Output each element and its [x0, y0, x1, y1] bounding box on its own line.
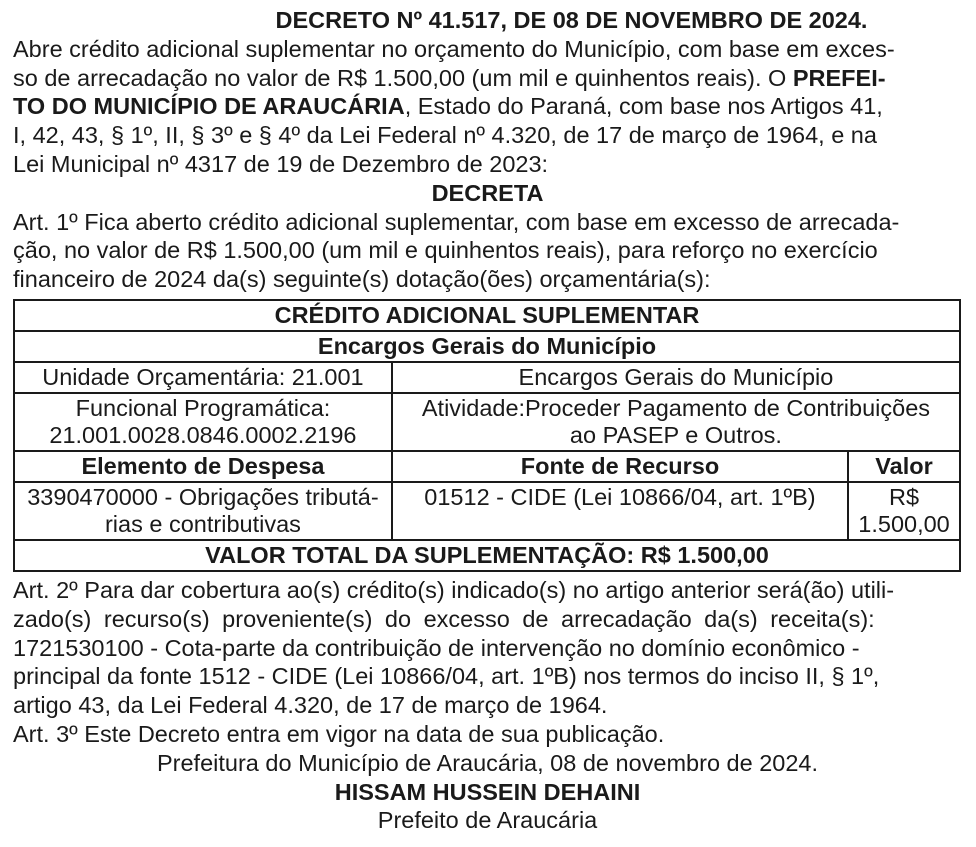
table-row	[14, 362, 960, 393]
decreta-heading: DECRETA	[431, 179, 544, 206]
valor-amount: 1.500,00	[858, 510, 950, 537]
article-line: Art. 2º Para dar cobertura ao(s) crédito(s) indicado(s) no artigo anterior será(ão) utili-	[13, 576, 895, 603]
article-line: Art. 1º Fica aberto crédito adicional suplementar, com base em excesso de arrecada-	[13, 208, 900, 235]
decree-title: DECRETO Nº 41.517, DE 08 DE NOVEMBRO DE 2024.	[275, 7, 868, 33]
funcional-cell	[14, 393, 392, 451]
place-date: Prefeitura do Município de Araucária, 08 de novembro de 2024.	[156, 749, 819, 776]
preamble-line: Abre crédito adicional suplementar no orçamento do Município, com base em exces-	[13, 35, 895, 62]
table-row	[14, 300, 960, 331]
credit-table	[13, 299, 961, 572]
table-title: CRÉDITO ADICIONAL SUPLEMENTAR	[14, 300, 960, 331]
article-line: artigo 43, da Lei Federal 4.320, de 17 de março de 1964.	[13, 692, 608, 719]
preamble-line: I, 42, 43, § 1º, II, § 3º e § 4º da Lei Federal nº 4.320, de 17 de março de 1964, e na	[13, 122, 877, 149]
article-line: financeiro de 2024 da(s) seguinte(s) dotação(ões) orçamentária(s):	[13, 266, 711, 293]
article-line: ção, no valor de R$ 1.500,00 (um mil e quinhentos reais), para reforço no exercício	[13, 237, 878, 264]
table-row	[14, 540, 960, 571]
funcional-label: Funcional Programática:	[75, 394, 331, 421]
fonte-cell: 01512 - CIDE (Lei 10866/04, art. 1ºB)	[392, 482, 848, 540]
elemento-text: rias e contributivas	[104, 510, 301, 537]
table-row	[14, 393, 960, 451]
preamble-authority: TO DO MUNICÍPIO DE ARAUCÁRIA	[13, 93, 405, 120]
col-header-elemento: Elemento de Despesa	[14, 451, 392, 482]
preamble-line	[13, 92, 962, 121]
preamble-text: so de arrecadação no valor de R$ 1.500,00 (um mil e quinhentos reais). O	[13, 64, 793, 91]
preamble-line	[13, 64, 962, 93]
signer-title: Prefeito de Araucária	[377, 807, 598, 834]
article-line: 1721530100 - Cota-parte da contribuição de intervenção no domínio econômico -	[13, 634, 860, 661]
table-row	[14, 331, 960, 362]
valor-currency: R$	[889, 483, 920, 510]
table-row	[14, 482, 960, 540]
article-line: zado(s) recurso(s) proveniente(s) do excesso de arrecadação da(s) receita(s):	[13, 605, 875, 632]
signer-name: HISSAM HUSSEIN DEHAINI	[334, 778, 641, 805]
preamble	[13, 35, 962, 179]
atividade-text: Atividade:Proceder Pagamento de Contribuições	[421, 394, 931, 421]
atividade-text: ao PASEP e Outros.	[569, 421, 782, 448]
col-header-fonte: Fonte de Recurso	[392, 451, 848, 482]
preamble-text: , Estado do Paraná, com base nos Artigos 41,	[404, 93, 883, 120]
article-line: principal da fonte 1512 - CIDE (Lei 10866/04, art. 1ºB) nos termos do inciso II, § 1º,	[13, 663, 880, 690]
valor-cell	[848, 482, 960, 540]
table-header-row	[14, 451, 960, 482]
article-2	[13, 576, 962, 720]
table-subtitle: Encargos Gerais do Município	[14, 331, 960, 362]
col-header-valor: Valor	[848, 451, 960, 482]
unidade-value: Encargos Gerais do Município	[392, 362, 960, 393]
elemento-cell	[14, 482, 392, 540]
preamble-authority: PREFEI-	[792, 64, 886, 91]
funcional-code: 21.001.0028.0846.0002.2196	[49, 421, 357, 448]
article-3: Art. 3º Este Decreto entra em vigor na data de sua publicação.	[13, 720, 665, 747]
elemento-text: 3390470000 - Obrigações tributá-	[27, 483, 379, 510]
atividade-cell	[392, 393, 960, 451]
article-1	[13, 208, 962, 294]
table-total: VALOR TOTAL DA SUPLEMENTAÇÃO: R$ 1.500,00	[14, 540, 960, 571]
unidade-label: Unidade Orçamentária: 21.001	[14, 362, 392, 393]
preamble-line: Lei Municipal nº 4317 de 19 de Dezembro de 2023:	[13, 150, 549, 177]
